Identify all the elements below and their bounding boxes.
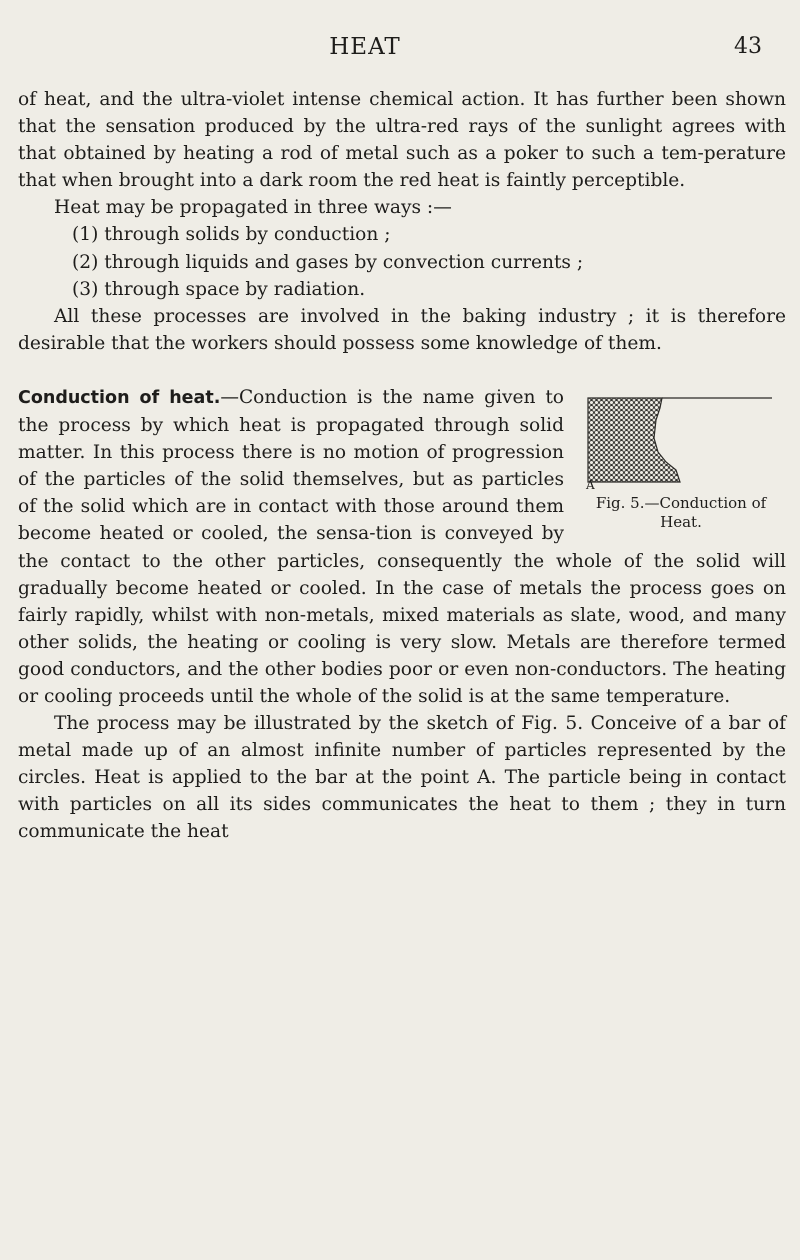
list-item: (1) through solids by conduction ;	[72, 224, 391, 246]
section-heading: Conduction of heat.	[18, 387, 221, 408]
list-item: (3) through space by radiation.	[72, 278, 366, 300]
paragraph: All these processes are involved in the baking industry ; it is therefore desirable that the workers should possess some knowledge of them.	[18, 305, 786, 354]
page-header	[0, 34, 800, 64]
paragraph: of heat, and the ultra-violet intense chemical action. It has further been shown that the sensation produced by the ultra-red rays of the sunlight agrees with that obtained by heating a rod of metal such as a poker to such a tem-perature that when brought into a dark room the red heat is faintly perceptible.	[18, 89, 786, 192]
point-a-label: A	[586, 477, 595, 490]
paragraph: The process may be illustrated by the sketch of Fig. 5. Conceive of a bar of metal made up of an almost infinite number of particles represented by the circles. Heat is applied to the bar at the point A. The particle being in contact with particles on all its sides communicates the heat to them ; they in turn communicate the heat	[18, 713, 786, 843]
running-head: HEAT	[329, 34, 401, 60]
paragraph-conduction	[18, 384, 786, 710]
page-number: 43	[734, 34, 762, 59]
figure-5	[576, 390, 786, 532]
page-body	[18, 86, 786, 846]
particle-bar	[588, 398, 680, 482]
paragraph: Heat may be propagated in three ways :—	[54, 197, 452, 219]
conduction-bar-illustration	[584, 390, 774, 490]
list-item: (2) through liquids and gases by convection currents ;	[72, 251, 584, 273]
figure-caption: Fig. 5.—Conduction of Heat.	[595, 493, 767, 531]
section-gap	[18, 357, 786, 384]
paragraph-text: —Conduction is the name given to the process by which heat is propagated through solid matter. In this process there is no motion of progression of the particles of the solid themselves, but as particles of the solid which are in contact with those around them become heated or cooled, the sensa-tion is conveyed by the contact to the other particles, consequently the whole of the solid will gradually become heated or cooled. In the case of metals the process goes on fairly rapidly, whilst with non-metals, mixed materials as slate, wood, and many other solids, the heating or cooling is very slow. Metals are therefore termed good conductors, and the other bodies poor or even non-conductors. The heating or cooling proceeds until the whole of the solid is at the same temperature.	[18, 386, 786, 707]
